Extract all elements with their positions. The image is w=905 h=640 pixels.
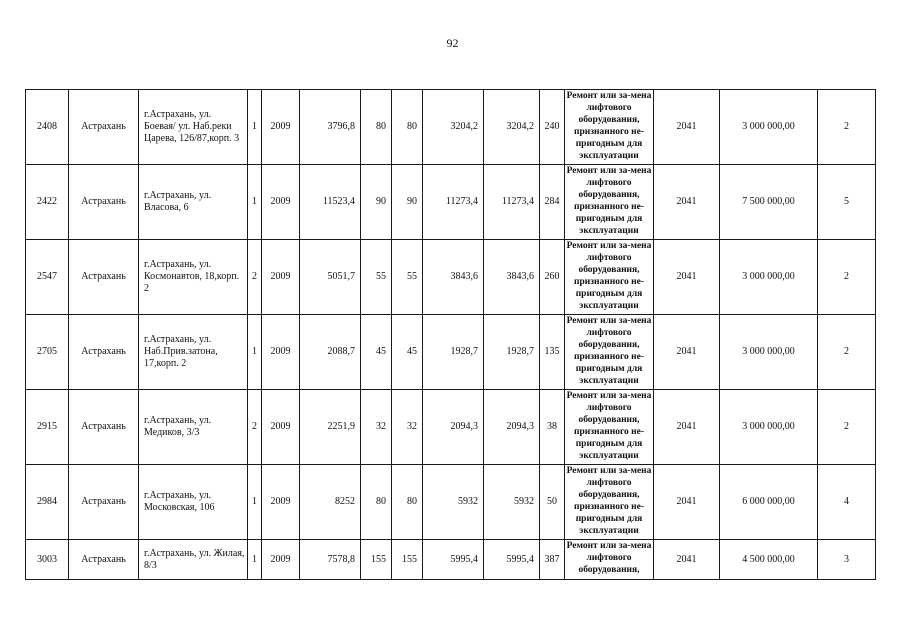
cell-v2: 32 — [392, 390, 423, 465]
table-row — [26, 165, 876, 240]
cell-area-a: 3843,6 — [423, 240, 484, 315]
cell-year: 2009 — [262, 240, 300, 315]
cell-work — [565, 240, 654, 315]
cell-work — [565, 465, 654, 540]
cell-city: Астрахань — [69, 540, 139, 580]
cell-area-total: 8252 — [300, 465, 361, 540]
cell-area-total: 3796,8 — [300, 90, 361, 165]
cell-city: Астрахань — [69, 315, 139, 390]
cell-v1: 45 — [361, 315, 392, 390]
cell-count: 2 — [818, 240, 876, 315]
cell-plan-year: 2041 — [654, 540, 720, 580]
cell-v2: 155 — [392, 540, 423, 580]
cell-plan-year: 2041 — [654, 390, 720, 465]
cell-cost: 7 500 000,00 — [720, 165, 818, 240]
cell-area-b: 3843,6 — [484, 240, 540, 315]
cell-address: г.Астрахань, ул. Космонавтов, 18,корп. 2 — [139, 240, 248, 315]
table-row — [26, 465, 876, 540]
cell-cost: 3 000 000,00 — [720, 390, 818, 465]
cell-city: Астрахань — [69, 390, 139, 465]
cell-area-a: 3204,2 — [423, 90, 484, 165]
cell-people: 38 — [540, 390, 565, 465]
cell-v1: 80 — [361, 465, 392, 540]
cell-v1: 80 — [361, 90, 392, 165]
cell-address: г.Астрахань, ул. Наб.Прив.затона, 17,корп. 2 — [139, 315, 248, 390]
cell-count: 2 — [818, 315, 876, 390]
cell-area-total: 11523,4 — [300, 165, 361, 240]
cell-plan-year: 2041 — [654, 315, 720, 390]
cell-people: 50 — [540, 465, 565, 540]
cell-v1: 90 — [361, 165, 392, 240]
cell-area-a: 2094,3 — [423, 390, 484, 465]
cell-cost: 3 000 000,00 — [720, 90, 818, 165]
cell-area-b: 11273,4 — [484, 165, 540, 240]
cell-people: 135 — [540, 315, 565, 390]
cell-cost: 6 000 000,00 — [720, 465, 818, 540]
cell-c1: 1 — [248, 465, 262, 540]
cell-c1: 2 — [248, 240, 262, 315]
cell-area-b: 2094,3 — [484, 390, 540, 465]
table-row — [26, 240, 876, 315]
work-text: Ремонт или за-мена лифтового оборудования, признанного не-пригодным для эксплуатации — [566, 241, 652, 311]
cell-people: 387 — [540, 540, 565, 580]
cell-id: 2422 — [26, 165, 69, 240]
cell-v1: 32 — [361, 390, 392, 465]
work-text: Ремонт или за-мена лифтового оборудования, признанного не-пригодным для эксплуатации — [566, 91, 652, 161]
cell-area-b: 5995,4 — [484, 540, 540, 580]
table-row — [26, 390, 876, 465]
cell-area-a: 11273,4 — [423, 165, 484, 240]
cell-work — [565, 540, 654, 580]
work-text: Ремонт или за-мена лифтового оборудования, признанного не-пригодным для эксплуатации — [566, 166, 652, 236]
cell-id: 3003 — [26, 540, 69, 580]
cell-v1: 55 — [361, 240, 392, 315]
cell-plan-year: 2041 — [654, 90, 720, 165]
cell-id: 2984 — [26, 465, 69, 540]
table-row — [26, 90, 876, 165]
cell-cost: 3 000 000,00 — [720, 240, 818, 315]
cell-v2: 55 — [392, 240, 423, 315]
cell-people: 284 — [540, 165, 565, 240]
cell-plan-year: 2041 — [654, 465, 720, 540]
cell-area-total: 2088,7 — [300, 315, 361, 390]
table-row — [26, 540, 876, 580]
table-row — [26, 315, 876, 390]
cell-people: 240 — [540, 90, 565, 165]
cell-count: 5 — [818, 165, 876, 240]
cell-city: Астрахань — [69, 90, 139, 165]
cell-year: 2009 — [262, 165, 300, 240]
cell-c1: 1 — [248, 315, 262, 390]
cell-year: 2009 — [262, 390, 300, 465]
cell-v1: 155 — [361, 540, 392, 580]
cell-count: 2 — [818, 90, 876, 165]
cell-v2: 80 — [392, 90, 423, 165]
cell-city: Астрахань — [69, 240, 139, 315]
cell-id: 2705 — [26, 315, 69, 390]
cell-city: Астрахань — [69, 465, 139, 540]
cell-address: г.Астрахань, ул. Медиков, 3/3 — [139, 390, 248, 465]
cell-plan-year: 2041 — [654, 165, 720, 240]
cell-area-b: 1928,7 — [484, 315, 540, 390]
register-body — [26, 90, 876, 580]
cell-city: Астрахань — [69, 165, 139, 240]
work-text: Ремонт или за-мена лифтового оборудования, признанного не-пригодным для эксплуатации — [566, 391, 652, 461]
cell-work — [565, 165, 654, 240]
cell-address: г.Астрахань, ул. Московская, 106 — [139, 465, 248, 540]
cell-address: г.Астрахань, ул. Власова, 6 — [139, 165, 248, 240]
cell-area-total: 2251,9 — [300, 390, 361, 465]
cell-area-total: 7578,8 — [300, 540, 361, 580]
cell-work — [565, 90, 654, 165]
cell-count: 4 — [818, 465, 876, 540]
register-table — [25, 89, 876, 580]
cell-year: 2009 — [262, 315, 300, 390]
cell-count: 2 — [818, 390, 876, 465]
page-number: 92 — [446, 36, 459, 50]
cell-area-b: 5932 — [484, 465, 540, 540]
cell-v2: 90 — [392, 165, 423, 240]
cell-area-total: 5051,7 — [300, 240, 361, 315]
cell-year: 2009 — [262, 540, 300, 580]
cell-address: г.Астрахань, ул. Жилая, 8/3 — [139, 540, 248, 580]
cell-cost: 4 500 000,00 — [720, 540, 818, 580]
cell-area-b: 3204,2 — [484, 90, 540, 165]
cell-id: 2915 — [26, 390, 69, 465]
cell-people: 260 — [540, 240, 565, 315]
cell-count: 3 — [818, 540, 876, 580]
cell-area-a: 1928,7 — [423, 315, 484, 390]
work-text: Ремонт или за-мена лифтового оборудования, — [566, 541, 652, 575]
work-text: Ремонт или за-мена лифтового оборудования, признанного не-пригодным для эксплуатации — [566, 316, 652, 386]
cell-year: 2009 — [262, 465, 300, 540]
work-text: Ремонт или за-мена лифтового оборудования, признанного не-пригодным для эксплуатации — [566, 466, 652, 536]
cell-plan-year: 2041 — [654, 240, 720, 315]
cell-area-a: 5932 — [423, 465, 484, 540]
cell-v2: 80 — [392, 465, 423, 540]
cell-c1: 2 — [248, 390, 262, 465]
cell-address: г.Астрахань, ул. Боевая/ ул. Наб.реки Царева, 126/87,корп. 3 — [139, 90, 248, 165]
cell-c1: 1 — [248, 540, 262, 580]
cell-c1: 1 — [248, 165, 262, 240]
cell-id: 2547 — [26, 240, 69, 315]
cell-id: 2408 — [26, 90, 69, 165]
cell-c1: 1 — [248, 90, 262, 165]
cell-v2: 45 — [392, 315, 423, 390]
cell-year: 2009 — [262, 90, 300, 165]
cell-cost: 3 000 000,00 — [720, 315, 818, 390]
cell-work — [565, 315, 654, 390]
cell-area-a: 5995,4 — [423, 540, 484, 580]
cell-work — [565, 390, 654, 465]
